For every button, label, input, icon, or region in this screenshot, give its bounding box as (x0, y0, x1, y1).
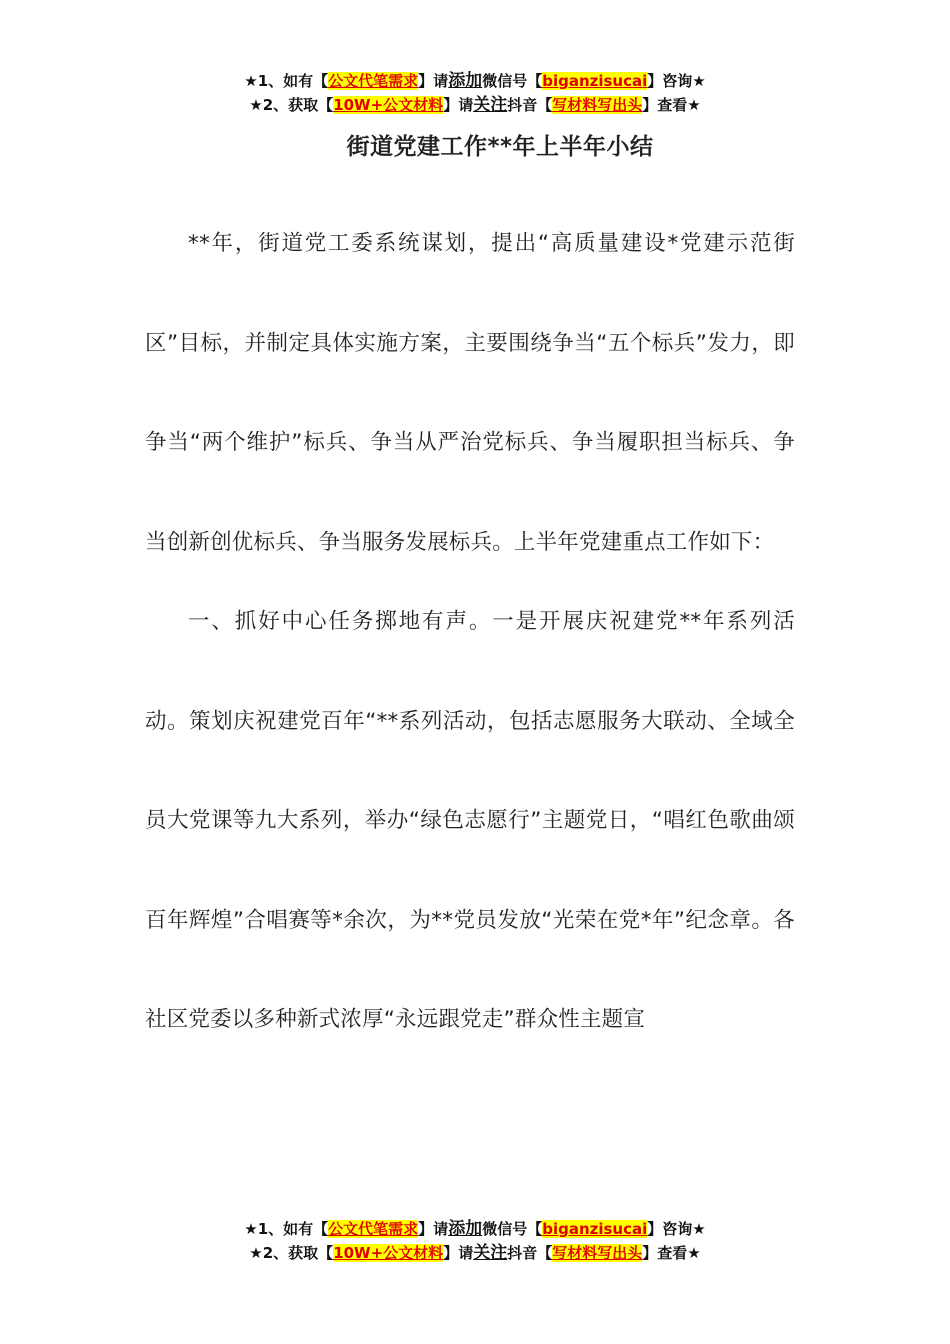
banner-line-2: ★2、获取【10W+公文材料】请关注抖音【写材料写出头】查看★ (249, 1243, 701, 1263)
paragraph-intro: **年，街道党工委系统谋划，提出“高质量建设*党建示范街区”目标，并制定具体实施方案，主要围绕争当“五个标兵”发力，即争当“两个维护”标兵、争当从严治党标兵、争当履职担当标兵、争当创新创优标兵、争当服务发展标兵。上半年党建重点工作如下： (145, 231, 795, 555)
promo-banner-bottom (0, 1217, 950, 1265)
highlight-materials: 10W+公文材料 (333, 1244, 444, 1262)
banner-line-1: ★1、如有【公文代笔需求】请添加微信号【biganzisucai】咨询★ (244, 1219, 706, 1239)
highlight-douyin-account: 写材料写出头 (552, 1244, 643, 1262)
highlight-wechat-id: biganzisucai (542, 1220, 648, 1238)
highlight-ghostwriting: 公文代笔需求 (328, 1220, 419, 1238)
highlight-ghostwriting: 公文代笔需求 (328, 72, 419, 90)
paragraph-section-1: 一、抓好中心任务掷地有声。一是开展庆祝建党**年系列活动。策划庆祝建党百年“**系列活动，包括志愿服务大联动、全域全员大党课等九大系列，举办“绿色志愿行”主题党日，“唱红色歌曲颂百年辉煌”合唱赛等*余次，为**党员发放“光荣在党*年”纪念章。各社区党委以多种新式浓厚“永远跟党走”群众性主题宣 (145, 609, 795, 1032)
highlight-wechat-id: biganzisucai (542, 72, 648, 90)
promo-banner-top (0, 69, 950, 117)
banner-line-1: ★1、如有【公文代笔需求】请添加微信号【biganzisucai】咨询★ (244, 71, 706, 91)
highlight-douyin-account: 写材料写出头 (552, 96, 643, 114)
banner-line-2: ★2、获取【10W+公文材料】请关注抖音【写材料写出头】查看★ (249, 95, 701, 115)
document-title: 街道党建工作**年上半年小结 (346, 134, 654, 160)
highlight-materials: 10W+公文材料 (333, 96, 444, 114)
document-body (145, 194, 795, 1070)
